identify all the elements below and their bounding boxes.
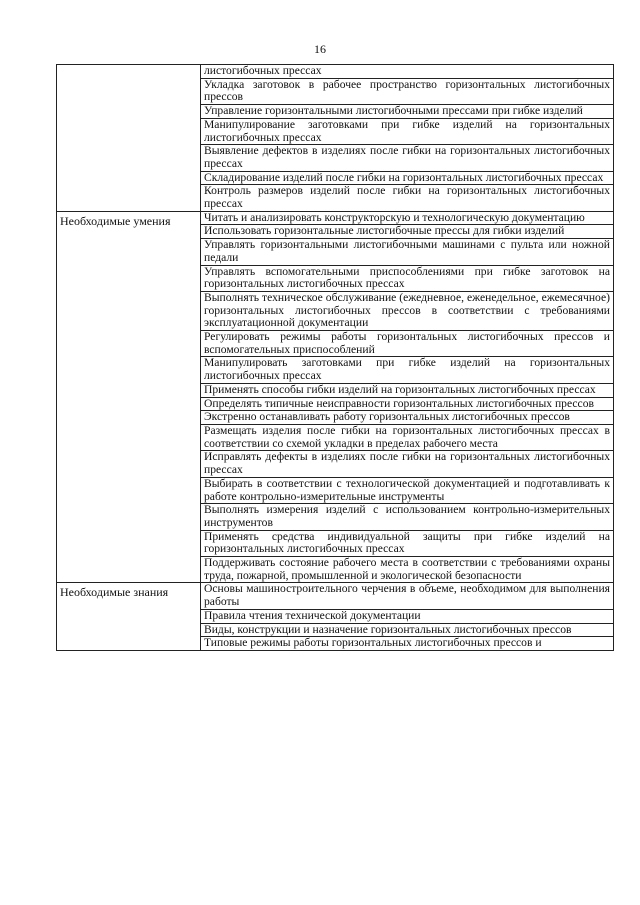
list-item: Применять способы гибки изделий на горизонтальных листогибочных прессах [201, 383, 614, 397]
list-item: Манипулирование заготовками при гибке изделий на горизонтальных листогибочных прессах [201, 118, 614, 144]
section-label: Необходимые знания [60, 585, 169, 600]
section-label [60, 65, 197, 68]
section-label-cell [57, 211, 201, 583]
list-item: Контроль размеров изделий после гибки на горизонтальных листогибочных прессах [201, 185, 614, 211]
list-item: Размещать изделия после гибки на горизонтальных листогибочных прессах в соответствии со схемой укладки в пределах рабочего места [201, 424, 614, 450]
list-item: Управление горизонтальными листогибочными прессами при гибке изделий [201, 105, 614, 119]
list-item: Определять типичные неисправности горизонтальных листогибочных прессов [201, 397, 614, 411]
list-item: Складирование изделий после гибки на горизонтальных листогибочных прессах [201, 171, 614, 185]
section-label-cell [57, 583, 201, 651]
list-item: Выявление дефектов в изделиях после гибки на горизонтальных листогибочных прессах [201, 145, 614, 171]
list-item: Выполнять техническое обслуживание (ежедневное, еженедельное, ежемесячное) горизонтальных листогибочных прессов в соответствии с требованиями эксплуатационной документации [201, 291, 614, 330]
page-number: 16 [314, 42, 326, 56]
list-item: листогибочных прессах [201, 65, 614, 79]
section-label-cell [57, 65, 201, 212]
list-item: Выполнять измерения изделий с использованием контрольно-измерительных инструментов [201, 504, 614, 530]
list-item: Виды, конструкции и назначение горизонтальных листогибочных прессов [201, 623, 614, 637]
list-item: Выбирать в соответствии с технологической документацией и подготавливать к работе контрольно-измерительные инструменты [201, 477, 614, 503]
list-item: Основы машиностроительного черчения в объеме, необходимом для выполнения работы [201, 583, 614, 609]
list-item: Использовать горизонтальные листогибочные прессы для гибки изделий [201, 225, 614, 239]
list-item: Читать и анализировать конструкторскую и технологическую документацию [201, 211, 614, 225]
list-item: Манипулировать заготовками при гибке изделий на горизонтальных листогибочных прессах [201, 357, 614, 383]
list-item: Управлять горизонтальными листогибочными машинами с пульта или ножной педали [201, 239, 614, 265]
list-item: Управлять вспомогательными приспособлениями при гибке заготовок на горизонтальных листогибочных прессах [201, 265, 614, 291]
table-row [57, 211, 614, 225]
list-item: Правила чтения технической документации [201, 609, 614, 623]
list-item: Поддерживать состояние рабочего места в соответствии с требованиями охраны труда, пожарной, промышленной и экологической безопасности [201, 557, 614, 583]
table-row [57, 65, 614, 79]
list-item: Укладка заготовок в рабочее пространство горизонтальных листогибочных прессов [201, 78, 614, 104]
table-row [57, 583, 614, 609]
table-body [57, 65, 614, 651]
list-item: Типовые режимы работы горизонтальных листогибочных прессов и [201, 637, 614, 651]
list-item: Применять средства индивидуальной защиты при гибке изделий на горизонтальных листогибочных прессах [201, 530, 614, 556]
competency-table [56, 64, 614, 651]
list-item: Исправлять дефекты в изделиях после гибки на горизонтальных листогибочных прессах [201, 451, 614, 477]
list-item: Экстренно останавливать работу горизонтальных листогибочных прессов [201, 411, 614, 425]
list-item: Регулировать режимы работы горизонтальных листогибочных прессов и вспомогательных приспособлений [201, 331, 614, 357]
section-label: Необходимые умения [60, 213, 171, 228]
